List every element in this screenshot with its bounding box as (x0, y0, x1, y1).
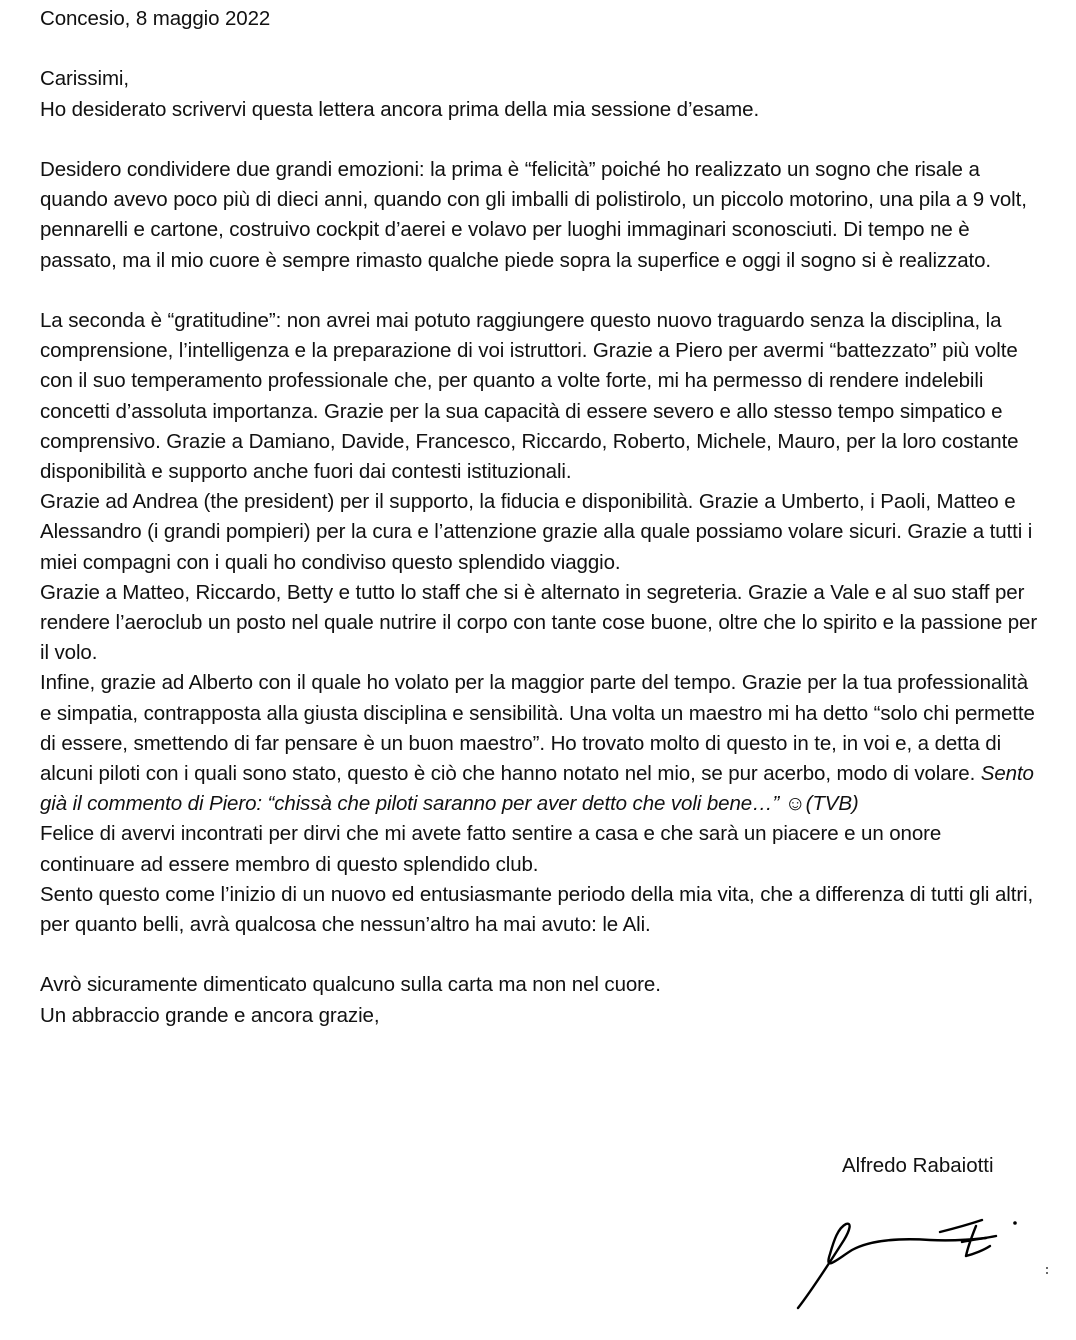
edge-mark (1046, 1267, 1048, 1269)
paragraph-club: Felice di avervi incontrati per dirvi che mi avete fatto sentire a casa e che sarà un piacere e un onore continuare ad essere membro di questo splendido club. (40, 822, 942, 876)
salutation: Carissimi, (40, 67, 129, 91)
spacer (40, 940, 1040, 970)
signature-stroke-end (940, 1220, 996, 1256)
spacer (40, 34, 1040, 64)
signature-name: Alfredo Rabaiotti (842, 1154, 994, 1177)
paragraph-andrea: Grazie ad Andrea (the president) per il supporto, la fiducia e disponibilità. Grazie a Umberto, i Paoli, Matteo e Alessandro (i grandi pompieri) per la cura e l’attenzione grazie alla quale possiamo volare sicuri. Grazie a tutti i miei compagni con i quali ho condiviso questo splendido viaggio. (40, 490, 1033, 574)
edge-mark (1046, 1272, 1048, 1274)
intro-line: Ho desiderato scrivervi questa lettera ancora prima della mia sessione d’esame. (40, 97, 760, 121)
piero-comment: Sento già il commento di Piero: “chissà che piloti saranno per aver detto che voli bene…” ☺(TVB) (40, 762, 1034, 816)
paragraph-felicita: Desidero condividere due grandi emozioni: la prima è “felicità” poiché ho realizzato un sogno che risale a quando avevo poco più di dieci anni, quando con gli imballi di polistirolo, un piccolo motorino, una pila a 9 volt, pennarelli e cartone, costruivo cockpit d’aerei e volavo per luoghi immaginari sconosciuti. Di tempo ne è passato, ma il mio cuore è sempre rimasto qualche piede sopra la superfice e oggi il sogno si è realizzato. (40, 157, 1027, 272)
spacer (40, 276, 1040, 306)
spacer (40, 125, 1040, 155)
place-date: Concesio, 8 maggio 2022 (40, 7, 271, 30)
closing-line-2: Un abbraccio grande e ancora grazie, (40, 1003, 380, 1027)
paragraph-alberto-text: Infine, grazie ad Alberto con il quale ho volato per la maggior parte del tempo. Grazie per la tua professionalità e simpatia, contrapposta alla giusta disciplina e sensibilità. Una volta un maestro mi ha detto “solo chi permette di essere, smettendo di far pensare è un buon maestro”. Ho trovato molto di questo in te, in voi e, a detta di alcuni piloti con i quali sono stato, questo è ciò che hanno notato nel mio, se pur acerbo, modo di volare. (40, 671, 1035, 786)
paragraph-alberto (40, 668, 1040, 819)
letter-body (40, 4, 1040, 1031)
paragraph-gratitudine: La seconda è “gratitudine”: non avrei mai potuto raggiungere questo nuovo traguardo senza la disciplina, la comprensione, l’intelligenza e la preparazione di voi istruttori. Grazie a Piero per avermi “battezzato” più volte con il suo temperamento professionale che, per quanto a volte forte, mi ha permesso di rendere indelebili concetti d’assoluta importanza. Grazie per la sua capacità di essere severo e allo stesso tempo simpatico e comprensivo. Grazie a Damiano, Davide, Francesco, Riccardo, Roberto, Michele, Mauro, per la loro costante disponibilità e supporto anche fuori dai contesti istituzionali. (40, 308, 1019, 483)
closing-line-1: Avrò sicuramente dimenticato qualcuno sulla carta ma non nel cuore. (40, 973, 661, 997)
signature-stroke-main (798, 1224, 986, 1308)
handwritten-signature-icon (790, 1210, 1050, 1320)
paragraph-segreteria: Grazie a Matteo, Riccardo, Betty e tutto lo staff che si è alternato in segreteria. Grazie a Vale e al suo staff per rendere l’aeroclub un posto nel quale nutrire il corpo con tante cose buone, oltre che lo spirito e la passione per il volo. (40, 580, 1038, 665)
signature-dot (1013, 1221, 1017, 1225)
paragraph-ali: Sento questo come l’inizio di un nuovo ed entusiasmante periodo della mia vita, che a differenza di tutti gli altri, per quanto belli, avrà qualcosa che nessun’altro ha mai avuto: le Ali. (40, 882, 1034, 937)
